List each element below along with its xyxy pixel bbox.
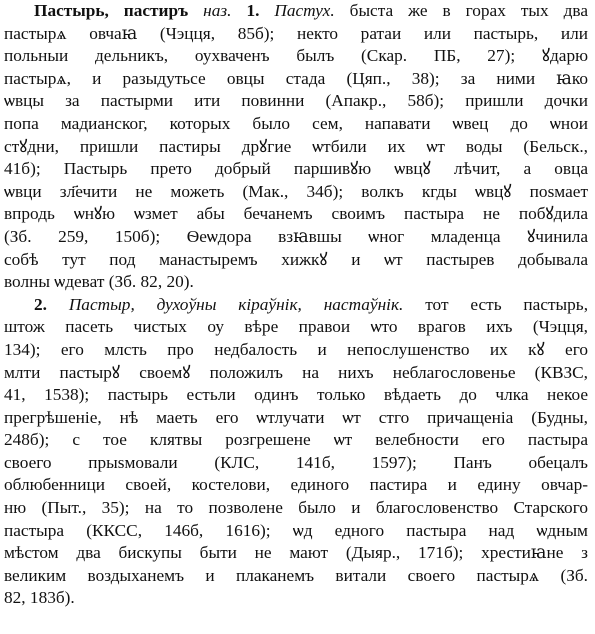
citation-line: своего прыѕмовали (КЛС, 141б, 1597); Панъ обецалъ (4, 452, 588, 472)
sense-2 (4, 294, 588, 610)
entry-line (4, 0, 588, 23)
citation-line: пастыра (ККСС, 146б, 1616); ѡд едного пастыра над ѡдным (4, 520, 588, 540)
citation-line: попа мадианског, которых было сем, напавати ѡвец до ѡнои (4, 113, 588, 133)
citation-line: впродь ѡнꙋю ѡзмет абы бечанемъ своимъ пастыра не побꙋдила (4, 204, 588, 224)
citation-line: 82, 183б). (4, 588, 75, 608)
citation-line: облюбенници своей, костелови, единого пастира и едину овчар- (4, 475, 588, 495)
sense-1 (4, 0, 588, 294)
headword: Пастырь, пастиръ (34, 1, 189, 20)
citation-line: пастырѧ овчаꙗ (Чэцця, 85б); некто ратаи или пастырь, или (4, 23, 588, 43)
citation-line: пастырѧ, и разыдутьсе овцы стада (Цяп., 38); за ними ꙗко (4, 68, 588, 88)
citation-line: великим воздыханемъ и плаканемъ витали своего пастырѧ (Зб. (4, 565, 588, 585)
dictionary-entry (4, 0, 588, 610)
citation-line: ню (Пыт., 35); на то позволене было и благословенство Старского (4, 498, 588, 518)
citation-line: 248б); с тое клятвы розгрешене ѡт велебности его пастыра (4, 430, 588, 450)
citation-line: ѡвци зл҃ечити не можеть (Мак., 34б); волкъ кгды ѡвцꙋ поѕмает (4, 181, 588, 201)
citation-line: прегрѣшеніе, нѣ маеть его ѡтлучати ѡт стго причащеніа (Будны, (4, 407, 588, 427)
citation-line: млти пастырꙋ своемꙋ положилъ на нихъ неблагословенье (КВЗС, (4, 362, 588, 382)
citation-line: собѣ тут под манастыремъ хижкꙋ и ѡт пастырев добывала (4, 249, 588, 269)
sense-number: 2. (34, 294, 47, 314)
citation-line: 41, 1538); пастырь естьли одинъ только вѣдаеть до члка некое (4, 385, 588, 405)
citation-line: волны ѡдеват (Зб. 82, 20). (4, 272, 194, 292)
sense-number: 1. (246, 1, 260, 20)
sense-gloss: Пастух. (274, 1, 335, 20)
citation-line: стꙋдни, пришли пастиры дрꙋгие ѡтбили их ѡт воды (Бельск., (4, 136, 588, 156)
citation-line: штож пасеть чистых оу вѣре правои ѡто врагов ихъ (Чэцця, (4, 317, 588, 337)
citation-text: тот есть пастырь, (425, 294, 589, 314)
citation-line: польныи дельникъ, оухваченъ былъ (Скар. ПБ, 27); ꙋдарю (4, 46, 588, 66)
citation-line: ѡвцы за пастырми ити повинни (Апакр., 58б); пришли дочки (4, 91, 588, 111)
entry-line (4, 294, 588, 317)
part-of-speech: наз. (203, 1, 232, 20)
citation-line: 41б); Пастырь прето добрый паршивꙋю ѡвцꙋ лѣчит, а овца (4, 159, 588, 179)
citation-line: (Зб. 259, 150б); Ѳеѡдора взꙗвшы ѡног младенца ꙋчинила (4, 226, 588, 246)
citation-line: мѣстом два бискупы быти не мают (Дыяр., 171б); хрестиꙗне з (4, 543, 588, 563)
citation-line: 134); его млсть про недбалость и непослушенство их кꙋ его (4, 339, 588, 359)
sense-gloss: Пастыр, духоўны кіраўнік, настаўнік. (68, 294, 404, 314)
citation-text: быста же в горах тых два (349, 1, 589, 20)
